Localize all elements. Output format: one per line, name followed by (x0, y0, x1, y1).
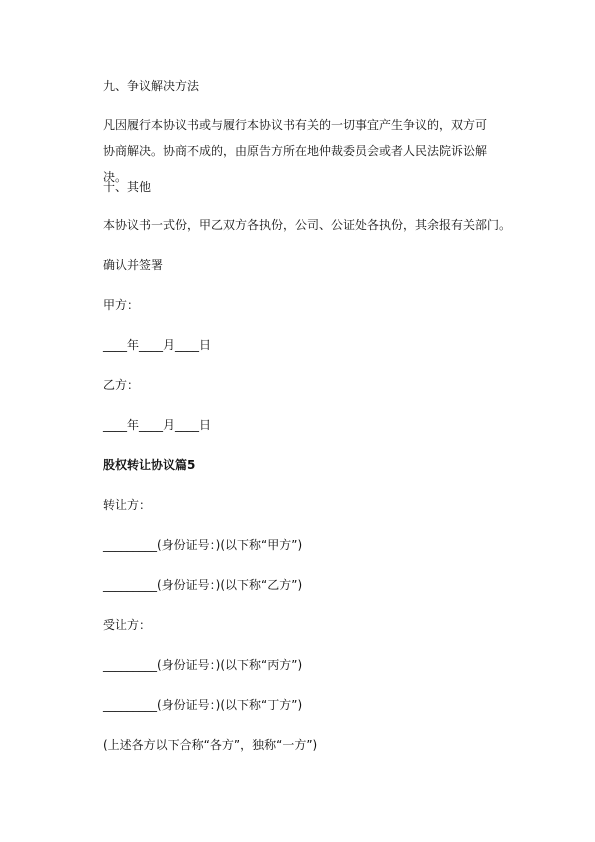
party-a-date: ____年____月____日 (103, 338, 212, 352)
transferee-c-line: _________(身份证号：)(以下称“丙方”) (103, 658, 303, 672)
section-9-body: 凡因履行本协议书或与履行本协议书有关的一切事宜产生争议的，双方可协商解决。协商不成的，由原告方所在地仲裁委员会或者人民法院诉讼解决。 (103, 118, 488, 184)
section-10-heading: 十、其他 (103, 180, 152, 194)
agreement-5-title: 股权转让协议篇5 (103, 458, 196, 472)
section-9-heading: 九、争议解决方法 (103, 79, 200, 93)
party-b-date: ____年____月____日 (103, 418, 212, 432)
transferee-d-line: _________(身份证号：)(以下称“丁方”) (103, 698, 303, 712)
party-a-label: 甲方： (103, 298, 140, 312)
collective-definition-note: (上述各方以下合称“各方”，独称“一方”) (103, 738, 318, 752)
party-b-label: 乙方： (103, 378, 140, 392)
transferor-label: 转让方： (103, 498, 152, 512)
section-10-body: 本协议书一式份，甲乙双方各执份，公司、公证处各执份，其余报有关部门。 (103, 218, 512, 232)
transferor-b-line: _________(身份证号：)(以下称“乙方”) (103, 578, 303, 592)
confirm-sign-label: 确认并签署 (103, 258, 164, 272)
transferor-a-line: _________(身份证号：)(以下称“甲方”) (103, 538, 303, 552)
transferee-label: 受让方： (103, 618, 152, 632)
